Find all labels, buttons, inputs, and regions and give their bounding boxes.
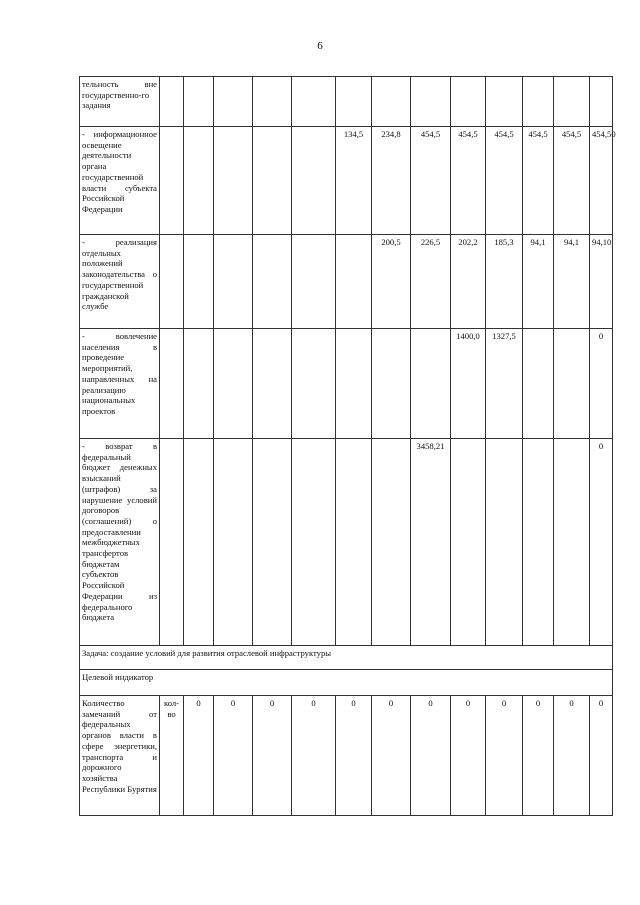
value-cell bbox=[184, 127, 214, 235]
table-row bbox=[80, 77, 613, 127]
value-cell bbox=[372, 329, 411, 439]
data-table bbox=[79, 76, 616, 816]
value-cell bbox=[523, 77, 554, 127]
value-cell bbox=[372, 439, 411, 646]
value-cell: 94,1 bbox=[554, 235, 590, 329]
indicator-text: Целевой индикатор bbox=[80, 670, 613, 696]
value-cell: 234,8 bbox=[372, 127, 411, 235]
value-cell: 200,5 bbox=[372, 235, 411, 329]
value-cell bbox=[292, 235, 336, 329]
value-cell: 0 bbox=[590, 696, 613, 816]
value-cell: 1327,5 bbox=[486, 329, 523, 439]
value-cell bbox=[523, 439, 554, 646]
row-label: тельность вне государственно-го задания bbox=[80, 77, 160, 127]
value-cell bbox=[486, 439, 523, 646]
row-label: - реализация отдельных положений законодательства о государственной гражданской службе bbox=[80, 235, 160, 329]
row-unit bbox=[160, 439, 184, 646]
value-cell bbox=[184, 329, 214, 439]
value-cell bbox=[411, 329, 451, 439]
row-label: Количество замечаний от федеральных органов власти в сфере энергетики, транспорта и дорожного хозяйства Республики Бурятия bbox=[80, 696, 160, 816]
table-row bbox=[80, 696, 613, 816]
value-cell: 3458,21 bbox=[411, 439, 451, 646]
value-cell: 454,5 bbox=[523, 127, 554, 235]
table-row bbox=[80, 235, 613, 329]
value-cell bbox=[184, 77, 214, 127]
value-cell: 202,2 bbox=[451, 235, 486, 329]
value-cell bbox=[184, 235, 214, 329]
table-row bbox=[80, 329, 613, 439]
value-cell bbox=[292, 329, 336, 439]
value-cell bbox=[253, 329, 292, 439]
value-cell bbox=[486, 77, 523, 127]
value-cell: 0 bbox=[590, 329, 613, 439]
row-unit bbox=[160, 127, 184, 235]
value-cell bbox=[184, 439, 214, 646]
value-cell: 0 bbox=[253, 696, 292, 816]
row-unit bbox=[160, 329, 184, 439]
row-label: - информационное освещение деятельности органа государственной власти субъекта Российской Федерации bbox=[80, 127, 160, 235]
row-unit bbox=[160, 77, 184, 127]
value-cell: 94,10 bbox=[590, 235, 613, 329]
row-unit: кол-во bbox=[160, 696, 184, 816]
value-cell: 134,5 bbox=[336, 127, 372, 235]
value-cell: 0 bbox=[451, 696, 486, 816]
value-cell bbox=[214, 329, 253, 439]
value-cell bbox=[214, 77, 253, 127]
row-label: - возврат в федеральный бюджет денежных взысканий (штрафов) за нарушение условий договоров (соглашений) о предоставлении межбюджетных трансфертов бюджетам субъектов Российской Федерации из федерального бюджета bbox=[80, 439, 160, 646]
task-row bbox=[80, 646, 613, 670]
value-cell bbox=[336, 439, 372, 646]
value-cell bbox=[292, 439, 336, 646]
value-cell bbox=[336, 235, 372, 329]
value-cell: 454,5 bbox=[411, 127, 451, 235]
value-cell bbox=[253, 77, 292, 127]
value-cell bbox=[214, 235, 253, 329]
value-cell: 0 bbox=[184, 696, 214, 816]
value-cell bbox=[590, 77, 613, 127]
row-label: - вовлечение населения в проведение мероприятий, направленных на реализацию национальных проектов bbox=[80, 329, 160, 439]
value-cell bbox=[554, 329, 590, 439]
value-cell: 0 bbox=[336, 696, 372, 816]
value-cell bbox=[554, 439, 590, 646]
value-cell: 185,3 bbox=[486, 235, 523, 329]
row-unit bbox=[160, 235, 184, 329]
value-cell bbox=[253, 127, 292, 235]
value-cell bbox=[554, 77, 590, 127]
value-cell: 0 bbox=[214, 696, 253, 816]
value-cell bbox=[292, 127, 336, 235]
value-cell: 0 bbox=[486, 696, 523, 816]
value-cell: 454,50 bbox=[590, 127, 613, 235]
value-cell: 454,5 bbox=[451, 127, 486, 235]
value-cell: 0 bbox=[554, 696, 590, 816]
value-cell: 0 bbox=[523, 696, 554, 816]
table-row bbox=[80, 439, 613, 646]
value-cell: 0 bbox=[411, 696, 451, 816]
value-cell: 0 bbox=[292, 696, 336, 816]
indicator-row bbox=[80, 670, 613, 696]
value-cell: 454,5 bbox=[486, 127, 523, 235]
value-cell: 1400,0 bbox=[451, 329, 486, 439]
value-cell bbox=[253, 235, 292, 329]
value-cell bbox=[292, 77, 336, 127]
value-cell bbox=[214, 127, 253, 235]
table-row bbox=[80, 127, 613, 235]
value-cell: 226,5 bbox=[411, 235, 451, 329]
value-cell bbox=[214, 439, 253, 646]
task-text: Задача: создание условий для развития отраслевой инфраструктуры bbox=[80, 646, 613, 670]
value-cell: 0 bbox=[590, 439, 613, 646]
value-cell bbox=[451, 77, 486, 127]
value-cell bbox=[372, 77, 411, 127]
value-cell bbox=[253, 439, 292, 646]
value-cell bbox=[523, 329, 554, 439]
value-cell bbox=[411, 77, 451, 127]
value-cell bbox=[451, 439, 486, 646]
value-cell: 94,1 bbox=[523, 235, 554, 329]
value-cell: 454,5 bbox=[554, 127, 590, 235]
value-cell: 0 bbox=[372, 696, 411, 816]
value-cell bbox=[336, 329, 372, 439]
value-cell bbox=[336, 77, 372, 127]
page-number: 6 bbox=[317, 40, 323, 52]
